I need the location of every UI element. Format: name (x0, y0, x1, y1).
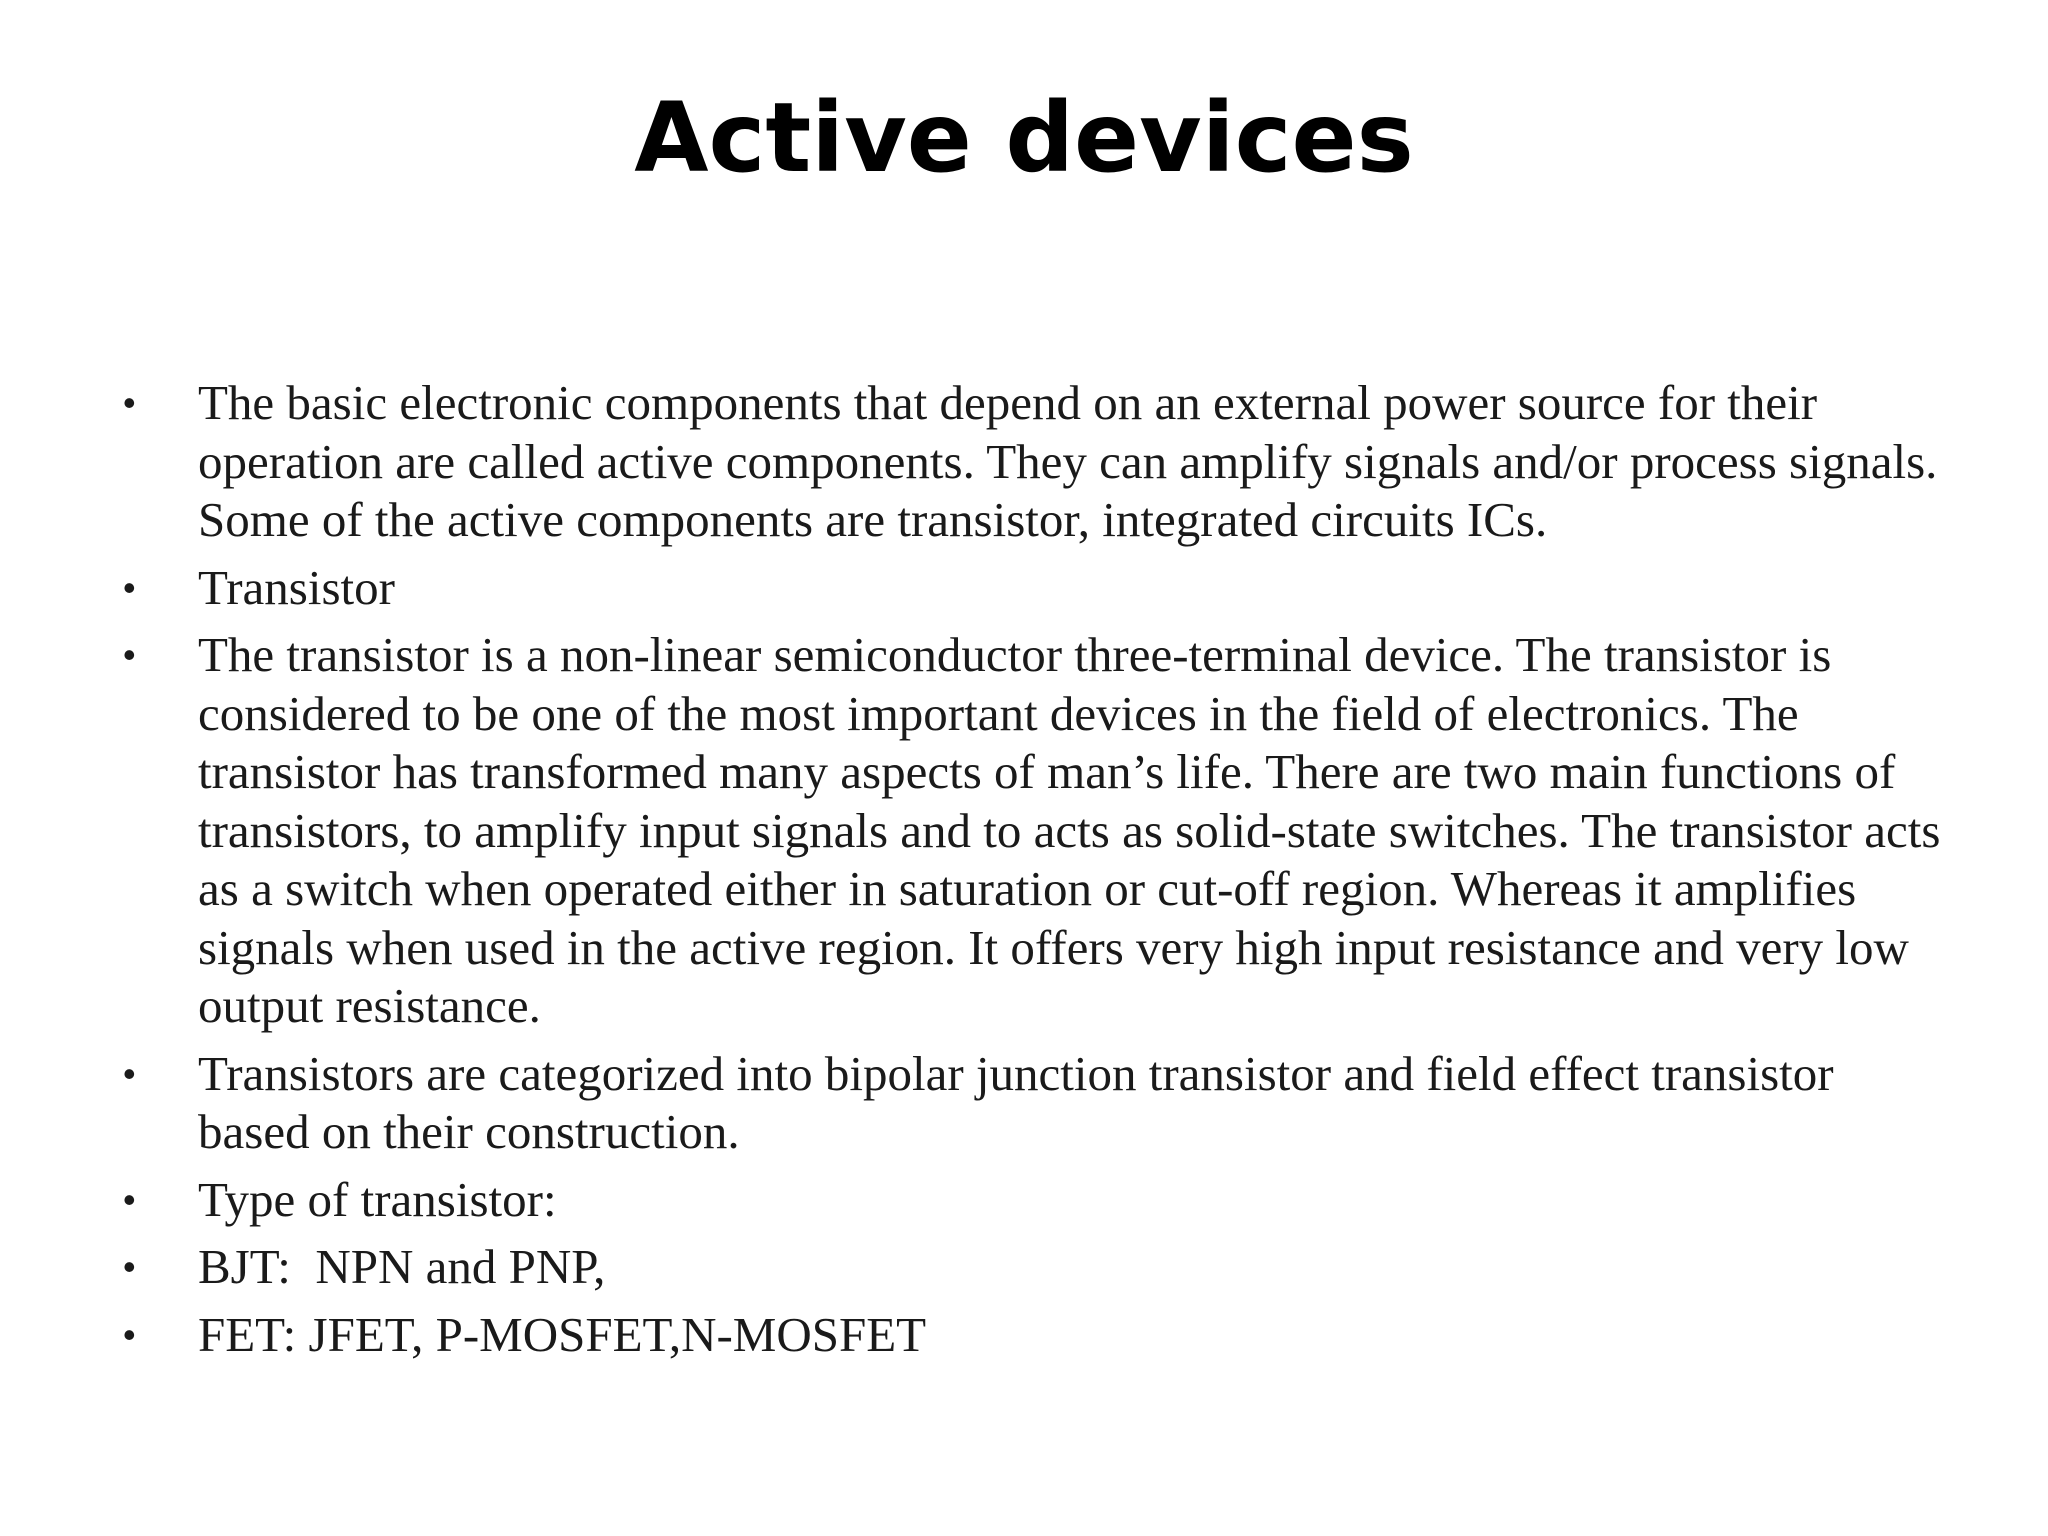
bullet-text: The transistor is a non-linear semiconductor three-terminal device. The transistor is considered to be one of the most important devices in the field of electronics. The transistor has transformed many aspects of man’s life. There are two main functions of transistors, to amplify input signals and to acts as solid-state switches. The transistor acts as a switch when operated either in saturation or cut-off region. Whereas it amplifies signals when used in the active region. It offers very high input resistance and very low output resistance. (198, 627, 1941, 1033)
bullet-item-transistor-heading (118, 559, 1948, 618)
bullet-item-categories (118, 1045, 1948, 1162)
slide-title: Active devices (634, 82, 1414, 194)
bullet-text: BJT: NPN and PNP, (198, 1239, 606, 1294)
bullet-dot-icon: • (123, 382, 136, 423)
bullet-item-type-heading (118, 1171, 1948, 1230)
bullet-item-bjt (118, 1238, 1948, 1297)
bullet-list (118, 374, 1948, 1373)
bullet-item-fet (118, 1306, 1948, 1365)
bullet-text: Transistor (198, 559, 395, 615)
bullet-text: Transistors are categorized into bipolar junction transistor and field effect transistor based on their construction. (198, 1045, 1834, 1159)
bullet-dot-icon: • (123, 566, 136, 608)
bullet-dot-icon: • (123, 634, 136, 675)
bullet-dot-icon: • (123, 1052, 136, 1094)
bullet-text: FET: JFET, P-MOSFET,N-MOSFET (198, 1306, 927, 1362)
bullet-dot-icon: • (123, 1178, 136, 1220)
bullet-text: The basic electronic components that depend on an external power source for their operation are called active components. They can amplify signals and/or process signals. Some of the active components are transistor, integrated circuits ICs. (198, 375, 1938, 547)
bullet-dot-icon: • (123, 1313, 136, 1355)
bullet-dot-icon: • (123, 1246, 136, 1287)
bullet-item-transistor-description (118, 626, 1948, 1036)
bullet-item-components (118, 374, 1948, 550)
bullet-text: Type of transistor: (198, 1171, 557, 1227)
